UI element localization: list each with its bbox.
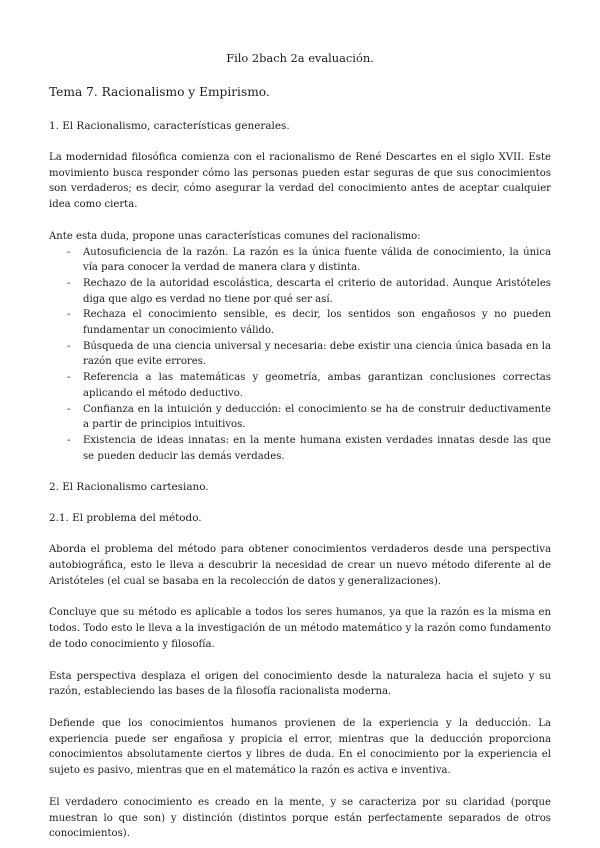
list-item-text: Existencia de ideas innatas: en la mente humana existen verdades innatas desde las que se pueden deducir las demás verdades. xyxy=(83,434,551,462)
body-paragraph: Defiende que los conocimientos humanos provienen de la experiencia y la deducción. La experiencia puede ser engañosa y propicia el error, mientras que la deducción proporciona conocimientos absolutamente ciertos y libres de duda. En el conocimiento por la experiencia el sujeto es pasivo, mientras que en el matemático la razón es activa e inventiva. xyxy=(49,717,551,777)
list-bullet: - xyxy=(67,277,71,289)
body-paragraph: El verdadero conocimiento es creado en la mente, y se caracteriza por su claridad (porque muestran lo que son) y distinción (distintos porque están perfectamente separados de otros conocimientos). xyxy=(49,796,551,840)
list-item-text: Autosuficiencia de la razón. La razón es la única fuente válida de conocimiento, la única vía para conocer la verdad de manera clara y distinta. xyxy=(83,246,551,274)
list-item xyxy=(49,276,551,307)
list-item-text: Rechaza el conocimiento sensible, es decir, los sentidos son engañosos y no pueden fundamentar un conocimiento válido. xyxy=(83,309,551,337)
list-item-text: Confianza en la intuición y deducción: el conocimiento se ha de construir deductivamente a partir de principios intuitivos. xyxy=(83,403,551,431)
list-bullet: - xyxy=(67,403,71,415)
list-bullet: - xyxy=(67,372,71,384)
section-2-1-heading: 2.1. El problema del método. xyxy=(49,512,202,525)
list-item-text: Referencia a las matemáticas y geometría, ambas garantizan conclusiones correctas aplicando el método deductivo. xyxy=(83,372,551,399)
document-title: Filo 2bach 2a evaluación. xyxy=(226,51,374,65)
section-1-heading: 1. El Racionalismo, características generales. xyxy=(49,120,290,132)
characteristics-list xyxy=(49,245,551,465)
list-item xyxy=(49,402,551,433)
list-bullet: - xyxy=(67,434,71,446)
list-item-text: Búsqueda de una ciencia universal y necesaria: debe existir una ciencia única basada en la razón que evite errores. xyxy=(83,340,551,368)
list-item xyxy=(49,370,551,401)
list-item xyxy=(49,245,551,276)
body-paragraph: Concluye que su método es aplicable a todos los seres humanos, ya que la razón es la misma en todos. Todo esto le lleva a la investigación de un método matemático y la razón como fundamento de todo conocimiento y filosofía. xyxy=(49,607,551,650)
list-bullet: - xyxy=(67,246,71,258)
list-item xyxy=(49,433,551,464)
body-paragraph: Aborda el problema del método para obtener conocimientos verdaderos desde una perspectiva autobiográfica, esto le lleva a descubrir la necesidad de crear un nuevo método diferente al de Aristóteles (el cual se basaba en la recolección de datos y generalizaciones). xyxy=(49,544,551,587)
body-paragraph: Esta perspectiva desplaza el origen del conocimiento desde la naturaleza hacia el sujeto y su razón, estableciendo las bases de la filosofía racionalista moderna. xyxy=(49,670,551,698)
list-bullet: - xyxy=(67,309,71,321)
list-item xyxy=(49,307,551,338)
list-item xyxy=(49,339,551,370)
list-item-text: Rechazo de la autoridad escolástica, descarta el criterio de autoridad. Aunque Aristóteles diga que algo es verdad no tiene por qué ser así. xyxy=(83,277,551,305)
topic-title: Tema 7. Racionalismo y Empirismo. xyxy=(49,85,270,99)
characteristics-list-intro: Ante esta duda, propone unas características comunes del racionalismo: xyxy=(49,230,421,242)
section-2-heading: 2. El Racionalismo cartesiano. xyxy=(49,481,209,494)
section-1-intro-paragraph: La modernidad filosófica comienza con el racionalismo de René Descartes en el siglo XVII. Este movimiento busca responder cómo las personas pueden estar seguras de que sus conocimientos son verdaderos; es decir, cómo asegurar la verdad del conocimiento antes de aceptar cualquier idea como cierta. xyxy=(49,152,551,211)
list-bullet: - xyxy=(67,340,71,352)
